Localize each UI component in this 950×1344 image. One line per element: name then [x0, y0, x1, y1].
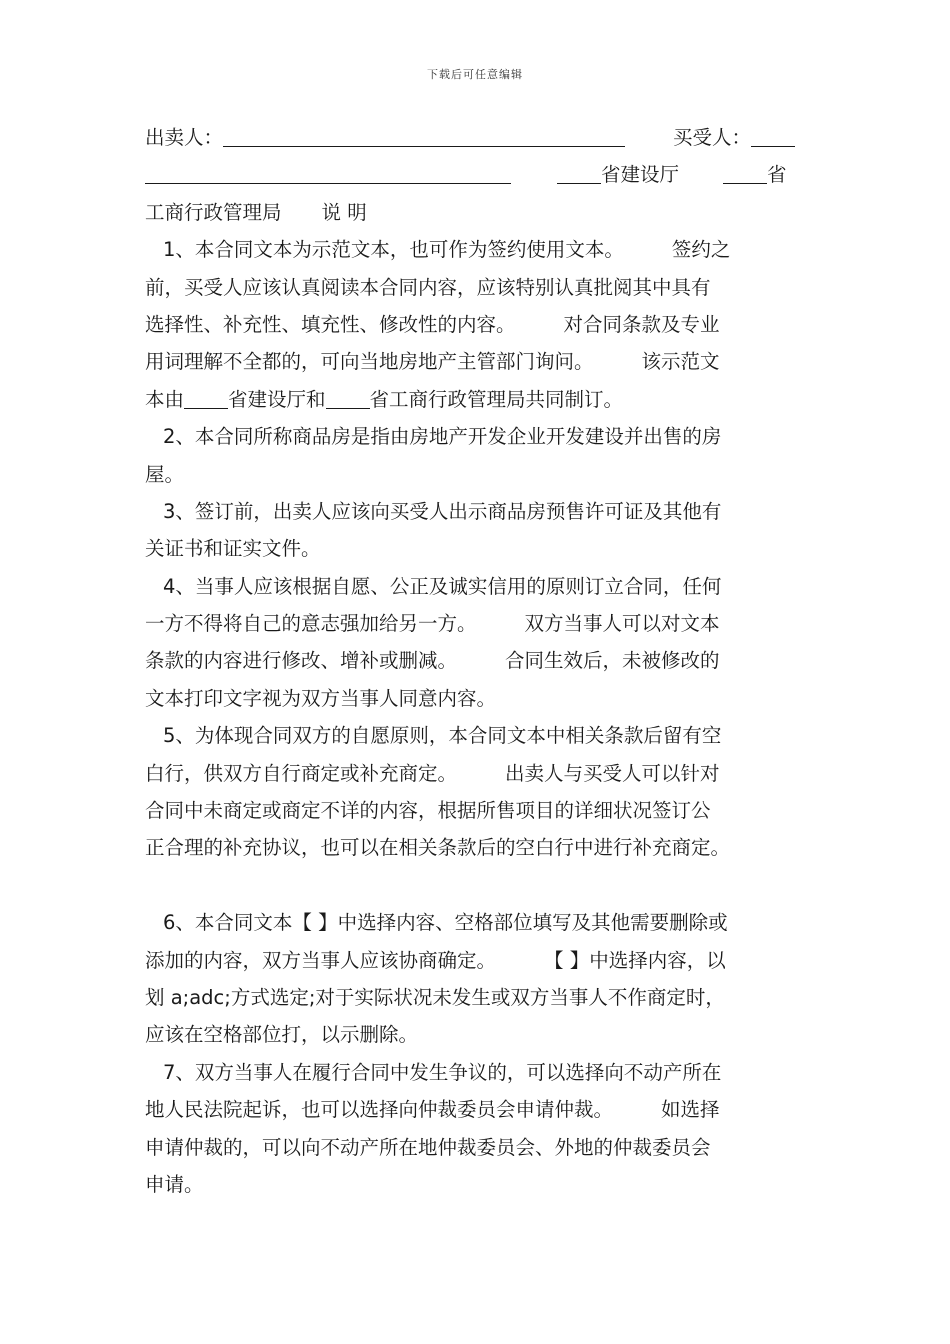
province-blank-2: [723, 163, 767, 184]
contract-body: [145, 119, 825, 1203]
p3-text-1: 3、签订前，出卖人应该向买受人出示商品房预售许可证及其他有: [163, 499, 722, 523]
p1-line-5: [145, 381, 825, 418]
p1-line-4: [145, 343, 825, 380]
parties-line-1: [145, 119, 825, 156]
p3-line-1: [145, 493, 825, 530]
p5-line-3: 合同中未商定或商定不详的内容，根据所售项目的详细状况签订公: [145, 799, 711, 823]
p4-text-3a: 条款的内容进行修改、增补或删减。: [145, 649, 458, 673]
p2-text-1: 2、本合同所称商品房是指由房地产开发企业开发建设并出售的房: [163, 425, 722, 449]
p4-text-2b: 双方当事人可以对文本: [524, 612, 720, 636]
p6-text-1: 6、本合同文本【 】中选择内容、空格部位填写及其他需要删除或: [163, 911, 728, 935]
p6-line-1: [145, 904, 825, 941]
p4-line-4: 文本打印文字视为双方当事人同意内容。: [145, 686, 497, 710]
p5-line-4: 正合理的补充协议，也可以在相关条款后的空白行中进行补充商定。: [145, 836, 731, 860]
p7-text-1: 7、双方当事人在履行合同中发生争议的，可以选择向不动产所在: [163, 1060, 722, 1084]
p7-line-3: 申请仲裁的，可以向不动产所在地仲裁委员会、外地的仲裁委员会: [145, 1135, 711, 1159]
buyer-blank: [751, 126, 795, 147]
parties-line-3: [145, 194, 825, 231]
p1-text-4b: 该示范文: [641, 350, 720, 374]
p2-line-2: 屋。: [145, 462, 185, 486]
p6-line-3: 划 a;adc;方式选定;对于实际状况未发生或双方当事人不作商定时，: [145, 985, 725, 1009]
p4-text-2a: 一方不得将自己的意志强加给另一方。: [145, 612, 477, 636]
p5-text-2b: 出卖人与买受人可以针对: [505, 761, 720, 785]
p1-text-1b: 签约之: [671, 238, 731, 262]
p4-text-1: 4、当事人应该根据自愿、公正及诚实信用的原则订立合同，任何: [163, 574, 722, 598]
p1-text-1a: 1、本合同文本为示范文本，也可作为签约使用文本。: [163, 238, 624, 262]
blank-line: [145, 867, 825, 904]
p1-text-3b: 对合同条款及专业: [563, 312, 720, 336]
p7-line-4: 申请。: [145, 1172, 204, 1196]
dept-construction: 省建设厅: [601, 163, 680, 187]
p7-line-1: [145, 1054, 825, 1091]
dept-commerce: 工商行政管理局: [145, 200, 282, 224]
province-blank-1: [557, 163, 601, 184]
province-blank-3: [184, 388, 228, 409]
seller-label: 出卖人：: [145, 126, 224, 149]
p5-text-1: 5、为体现合同双方的自愿原则，本合同文本中相关条款后留有空: [163, 724, 722, 748]
p1-line-3: [145, 306, 825, 343]
header-note: 下载后可任意编辑: [427, 68, 523, 81]
section-title: 说 明: [321, 200, 367, 224]
p6-line-4: 应该在空格部位打，以示删除。: [145, 1023, 419, 1047]
p1-text-5b: 省建设厅和: [228, 387, 326, 411]
p4-line-3: [145, 642, 825, 679]
p6-line-2: [145, 942, 825, 979]
p1-text-3a: 选择性、补充性、填充性、修改性的内容。: [145, 312, 516, 336]
p4-line-1: [145, 568, 825, 605]
p1-line-1: [145, 231, 825, 268]
p4-line-2: [145, 605, 825, 642]
p4-text-3b: 合同生效后，未被修改的: [505, 649, 720, 673]
p7-text-2b: 如选择: [661, 1098, 720, 1122]
p7-text-2a: 地人民法院起诉，也可以选择向仲裁委员会申请仲裁。: [145, 1098, 614, 1122]
p2-line-1: [145, 418, 825, 455]
p1-text-5c: 省工商行政管理局共同制订。: [369, 387, 624, 411]
p1-text-4a: 用词理解不全都的，可向当地房地产主管部门询问。: [145, 350, 594, 374]
p1-text-5a: 本由: [145, 387, 185, 411]
parties-line-2: [145, 156, 825, 193]
p5-line-2: [145, 755, 825, 792]
buyer-label: 买受人：: [673, 126, 752, 149]
p6-text-2a: 添加的内容，双方当事人应该协商确定。: [145, 948, 497, 972]
p5-text-2a: 白行，供双方自行商定或补充商定。: [145, 761, 458, 785]
p1-line-2: 前，买受人应该认真阅读本合同内容，应该特别认真批阅其中具有: [145, 275, 711, 299]
dept-province: 省: [767, 163, 787, 187]
p5-line-1: [145, 717, 825, 754]
p7-line-2: [145, 1091, 825, 1128]
seller-blank: [223, 126, 625, 147]
p3-line-2: 关证书和证实文件。: [145, 537, 321, 561]
province-blank-4: [326, 388, 370, 409]
buyer-blank-continued: [145, 163, 511, 184]
p6-text-2b: 【 】中选择内容，以: [544, 948, 726, 972]
